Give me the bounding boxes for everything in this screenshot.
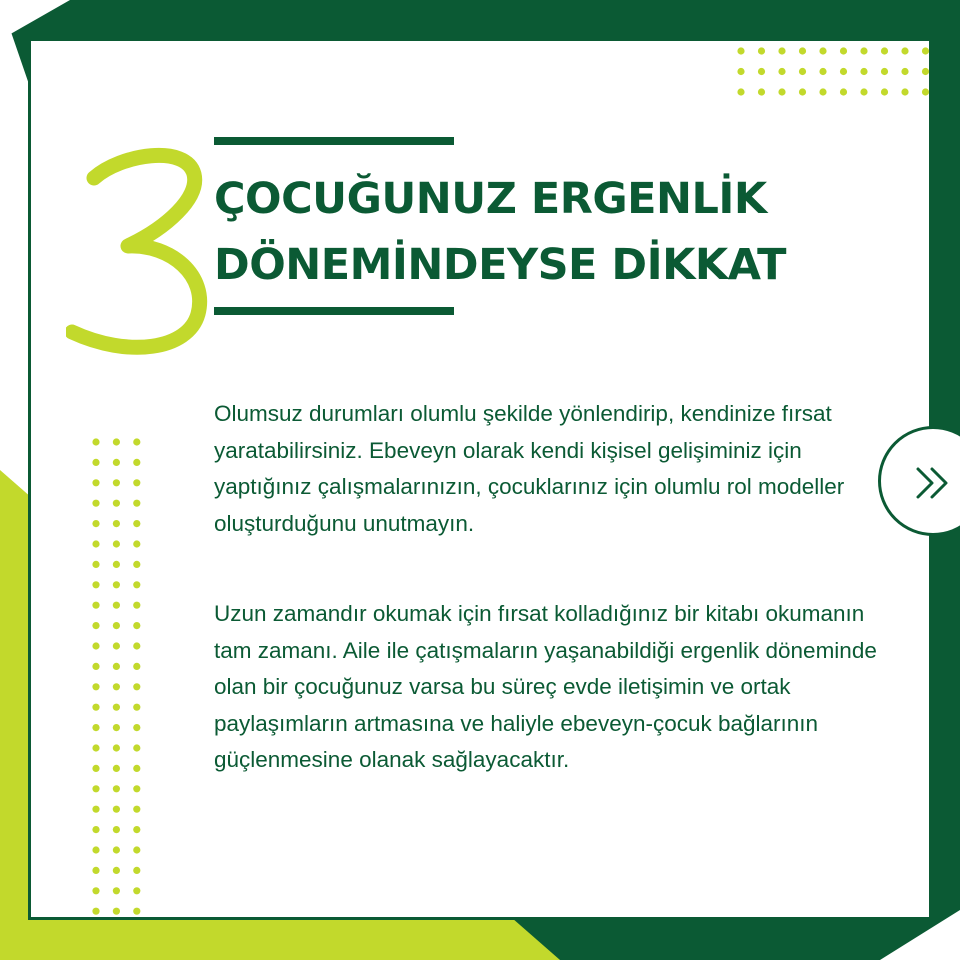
- decor-dot: [881, 88, 888, 95]
- decor-dot: [113, 724, 120, 731]
- decor-dot: [113, 622, 120, 629]
- decor-dot: [133, 622, 140, 629]
- decor-dot: [113, 704, 120, 711]
- decor-dot: [113, 520, 120, 527]
- decor-dot: [92, 744, 99, 751]
- title-line-1: ÇOCUĞUNUZ ERGENLİK: [214, 174, 767, 224]
- decor-dot: [819, 68, 826, 75]
- decor-dot: [133, 704, 140, 711]
- decor-dot: [92, 724, 99, 731]
- decor-dot: [113, 908, 120, 915]
- decor-dot: [113, 642, 120, 649]
- dots-decoration-top: [737, 47, 932, 102]
- decor-dot: [133, 561, 140, 568]
- decor-dot: [92, 479, 99, 486]
- decor-dot: [133, 806, 140, 813]
- decor-dot: [113, 846, 120, 853]
- decor-dot: [113, 663, 120, 670]
- decor-dot: [778, 68, 785, 75]
- decor-dot: [92, 867, 99, 874]
- decor-dot: [133, 581, 140, 588]
- decor-dot: [737, 68, 744, 75]
- decor-dot: [133, 887, 140, 894]
- title-rule-bottom: [214, 307, 454, 315]
- decor-dot: [799, 68, 806, 75]
- decor-dot: [133, 459, 140, 466]
- title-rule-top: [214, 137, 454, 145]
- decor-dot: [113, 826, 120, 833]
- decor-dot: [737, 88, 744, 95]
- decor-dot: [133, 479, 140, 486]
- dots-decoration-left: [92, 438, 147, 918]
- decor-dot: [133, 765, 140, 772]
- decor-dot: [113, 806, 120, 813]
- decor-dot: [92, 826, 99, 833]
- decor-dot: [113, 602, 120, 609]
- decor-dot: [737, 47, 744, 54]
- decor-dot: [758, 68, 765, 75]
- decor-dot: [901, 47, 908, 54]
- decor-dot: [133, 908, 140, 915]
- decor-dot: [133, 846, 140, 853]
- decor-dot: [92, 622, 99, 629]
- decor-dot: [133, 602, 140, 609]
- double-chevron-right-icon: [914, 465, 954, 501]
- decor-dot: [840, 88, 847, 95]
- decor-dot: [133, 438, 140, 445]
- decor-dot: [133, 724, 140, 731]
- decor-dot: [92, 561, 99, 568]
- decor-dot: [92, 602, 99, 609]
- decor-dot: [92, 846, 99, 853]
- decor-dot: [881, 47, 888, 54]
- decor-dot: [133, 785, 140, 792]
- decor-dot: [133, 826, 140, 833]
- decor-dot: [881, 68, 888, 75]
- decor-dot: [819, 47, 826, 54]
- decor-dot: [860, 68, 867, 75]
- decor-dot: [92, 806, 99, 813]
- paragraph-1: Olumsuz durumları olumlu şekilde yönlendirip, kendinize fırsat yaratabilirsiniz. Ebeveyn olarak kendi kişisel gelişiminiz için yaptığınız çalışmalarınızın, çocuklarınız için olumlu rol modeller oluşturduğunu unutmayın.: [214, 401, 845, 536]
- decor-dot: [922, 68, 929, 75]
- decor-dot: [113, 438, 120, 445]
- decor-dot: [133, 683, 140, 690]
- decor-dot: [92, 581, 99, 588]
- decor-dot: [819, 88, 826, 95]
- decor-dot: [922, 88, 929, 95]
- decor-dot: [92, 765, 99, 772]
- decor-dot: [113, 765, 120, 772]
- decor-dot: [901, 88, 908, 95]
- decor-dot: [758, 47, 765, 54]
- decor-dot: [92, 459, 99, 466]
- decor-dot: [922, 47, 929, 54]
- decor-dot: [113, 479, 120, 486]
- decor-dot: [778, 88, 785, 95]
- decor-dot: [758, 88, 765, 95]
- decor-dot: [133, 520, 140, 527]
- decor-dot: [860, 88, 867, 95]
- decor-dot: [113, 887, 120, 894]
- decor-dot: [92, 785, 99, 792]
- step-number-3: [66, 136, 216, 366]
- decor-dot: [92, 683, 99, 690]
- decor-dot: [133, 500, 140, 507]
- decor-dot: [92, 663, 99, 670]
- decor-dot: [113, 683, 120, 690]
- decor-dot: [92, 540, 99, 547]
- decor-dot: [113, 867, 120, 874]
- decor-dot: [113, 500, 120, 507]
- decor-dot: [860, 47, 867, 54]
- decor-dot: [778, 47, 785, 54]
- decor-dot: [133, 663, 140, 670]
- decor-dot: [133, 744, 140, 751]
- decor-dot: [113, 459, 120, 466]
- decor-dot: [840, 47, 847, 54]
- decor-dot: [92, 520, 99, 527]
- decor-dot: [113, 540, 120, 547]
- decor-dot: [92, 500, 99, 507]
- page-title: [214, 166, 786, 298]
- decor-dot: [92, 438, 99, 445]
- title-line-2: DÖNEMİNDEYSE DİKKAT: [214, 240, 787, 290]
- decor-dot: [799, 88, 806, 95]
- decor-dot: [113, 785, 120, 792]
- decor-dot: [133, 642, 140, 649]
- decor-dot: [901, 68, 908, 75]
- decor-dot: [92, 704, 99, 711]
- decor-dot: [840, 68, 847, 75]
- decor-dot: [113, 561, 120, 568]
- decor-dot: [92, 642, 99, 649]
- decor-dot: [113, 744, 120, 751]
- decor-dot: [113, 581, 120, 588]
- decor-dot: [92, 887, 99, 894]
- decor-dot: [92, 908, 99, 915]
- paragraph-2: Uzun zamandır okumak için fırsat kolladığınız bir kitabı okumanın tam zamanı. Aile ile çatışmaların yaşanabildiği ergenlik döneminde olan bir çocuğunuz varsa bu süreç evde iletişimin ve ortak paylaşımların artmasına ve haliyle ebeveyn-çocuk bağlarının güçlenmesine olanak sağlayacaktır.: [214, 601, 877, 772]
- decor-dot: [133, 540, 140, 547]
- decor-dot: [799, 47, 806, 54]
- decor-dot: [133, 867, 140, 874]
